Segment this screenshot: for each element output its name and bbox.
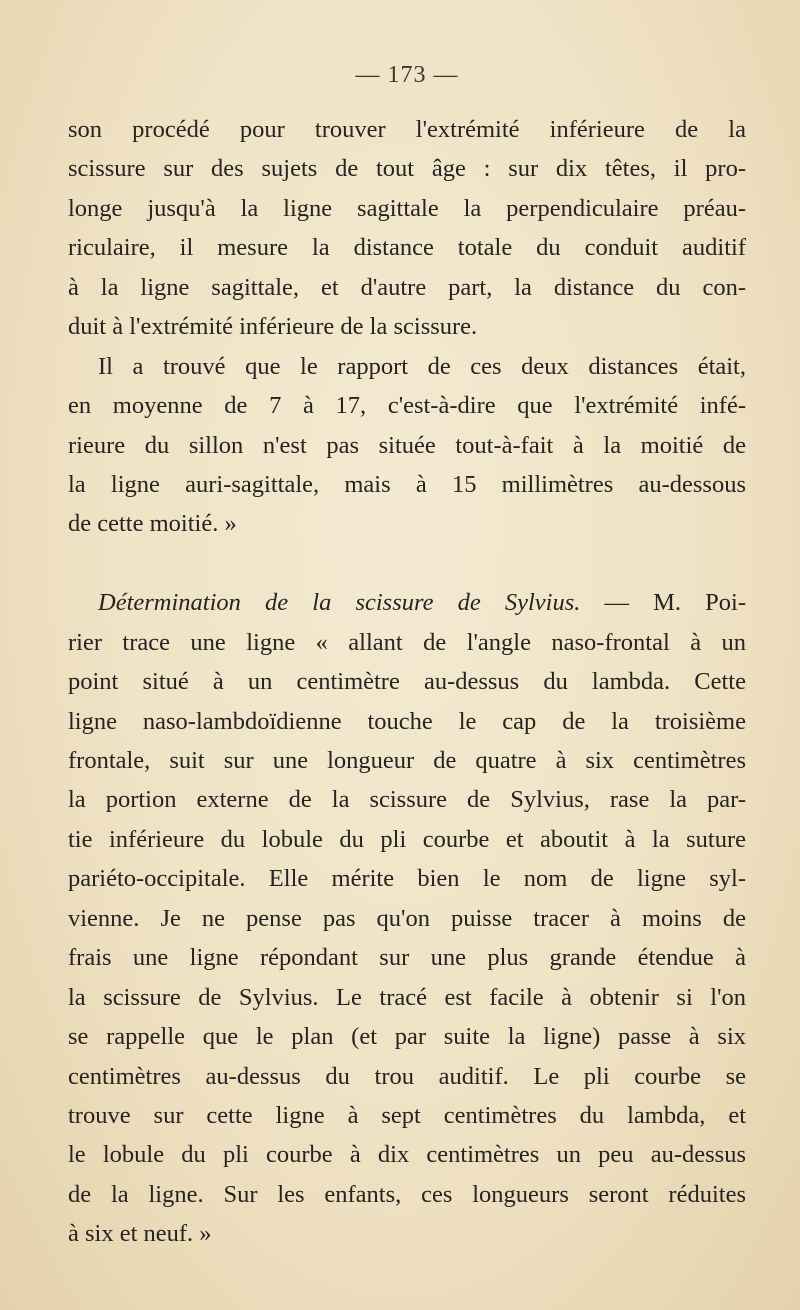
paragraph-1 [68,110,746,347]
page-text [68,110,746,1254]
text-line: frontale, suit sur une longueur de quatre à six centimètres [68,747,746,774]
text-line: tie inférieure du lobule du pli courbe et aboutit à la suture [68,825,746,853]
text-line: de la ligne. Sur les enfants, ces longueurs seront réduites [68,1180,746,1208]
text-line: de cette moitié. » [68,510,237,538]
text-line: riculaire, il mesure la distance totale du conduit auditif [68,234,746,262]
text-line: scissure sur des sujets de tout âge : sur dix têtes, il pro- [68,155,746,183]
text-line: se rappelle que le plan (et par suite la ligne) passe à six [68,1023,746,1051]
text-line: ligne naso-lambdoïdienne touche le cap de la troisième [68,707,746,735]
heading-continuation: — M. Poi- [580,589,746,617]
text-line: la ligne auri-sagittale, mais à 15 millimètres au-dessous [68,470,746,498]
text-line: à la ligne sagittale, et d'autre part, la distance du con- [68,273,746,301]
text-line: la portion externe de la scissure de Sylvius, rase la par- [68,786,746,814]
text-line: trouve sur cette ligne à sept centimètres du lambda, et [68,1101,746,1129]
text-line: le lobule du pli courbe à dix centimètres un peu au-dessus [68,1141,746,1169]
text-line: en moyenne de 7 à 17, c'est-à-dire que l'extrémité infé- [68,392,746,420]
paragraph-3 [68,583,746,1253]
text-line: pariéto-occipitale. Elle mérite bien le nom de ligne syl- [68,865,746,893]
text-line: longe jusqu'à la ligne sagittale la perpendiculaire préau- [68,194,746,222]
paragraph-2 [68,347,746,544]
text-line [68,583,746,622]
page-number: — 173 — [355,62,459,88]
text-line: point situé à un centimètre au-dessus du lambda. Cette [68,668,746,696]
text-line: son procédé pour trouver l'extrémité inférieure de la [68,116,746,143]
text-line: rier trace une ligne « allant de l'angle naso-frontal à un [68,628,746,656]
text-line: Il a trouvé que le rapport de ces deux distances était, [98,352,746,380]
text-line: centimètres au-dessus du trou auditif. Le pli courbe se [68,1062,746,1090]
text-line: vienne. Je ne pense pas qu'on puisse tracer à moins de [68,904,746,932]
section-heading: Détermination de la scissure de Sylvius. [98,589,581,617]
text-line: la scissure de Sylvius. Le tracé est facile à obtenir si l'on [68,983,746,1011]
text-line: rieure du sillon n'est pas située tout-à-fait à la moitié de [68,431,746,459]
text-line: frais une ligne répondant sur une plus grande étendue à [68,944,746,972]
text-line: à six et neuf. » [68,1220,212,1248]
paragraph-gap [68,544,746,583]
text-line: duit à l'extrémité inférieure de la scissure. [68,313,478,341]
